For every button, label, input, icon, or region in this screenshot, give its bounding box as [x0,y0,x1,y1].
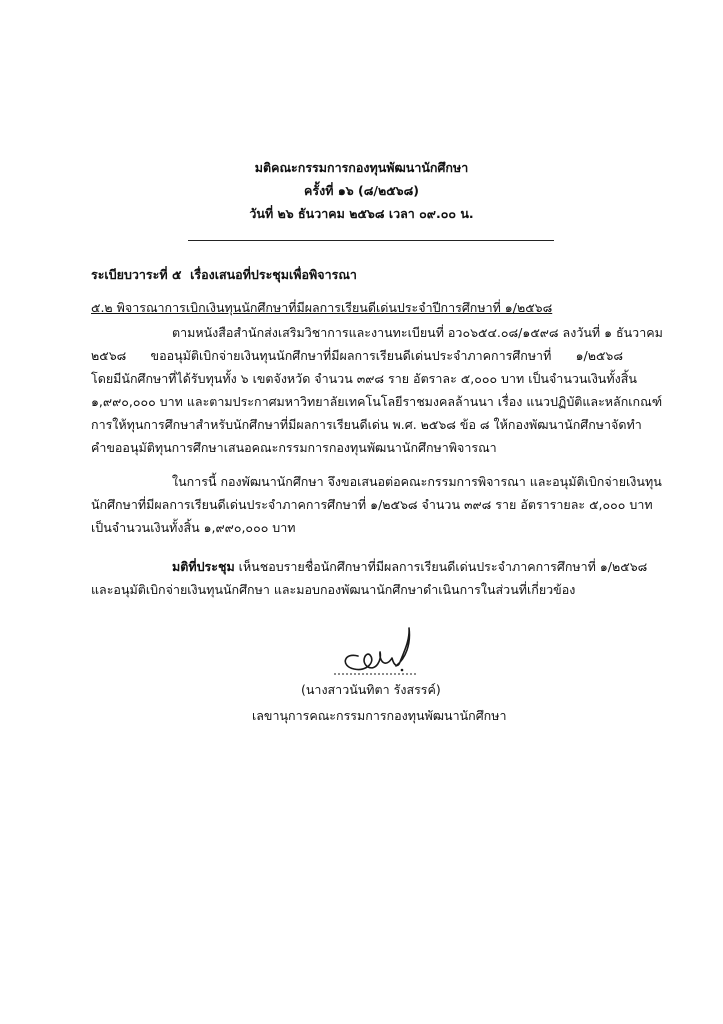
item-heading: ๕.๒ พิจารณาการเบิกเงินทุนนักศึกษาที่มีผลการเรียนดีเด่นประจำปีการศึกษาที่ ๑/๒๕๖๘ [91,300,553,315]
para1-line: ๑,๙๙๐,๐๐๐ บาท และตามประกาศมหาวิทยาลัยเทคโนโลยีราชมงคลล้านนา เรื่อง แนวปฏิบัติและหลักเกณฑ์ [91,394,663,409]
para1-line: การให้ทุนการศึกษาสำหรับนักศึกษาที่มีผลการเรียนดีเด่น พ.ศ. ๒๕๖๘ ข้อ ๘ ให้กองพัฒนานักศึกษาจัดทำ [91,417,642,432]
meeting-date-time: วันที่ ๒๖ ธันวาคม ๒๕๖๘ เวลา ๐๙.๐๐ น. [249,206,474,221]
resolution-line: และอนุมัติเบิกจ่ายเงินทุนนักศึกษา และมอบกองพัฒนานักศึกษาดำเนินการในส่วนที่เกี่ยวข้อง [91,582,576,597]
header-divider [188,240,554,241]
signer-position: เลขานุการคณะกรรมการกองทุนพัฒนานักศึกษา [252,708,507,723]
resolution-label: มติที่ประชุม [172,559,235,574]
signer-name: (นางสาวนันทิตา รังสรรค์) [301,682,441,697]
agenda-heading [91,267,357,283]
resolution-text: เห็นชอบรายชื่อนักศึกษาที่มีผลการเรียนดีเด่นประจำภาคการศึกษาที่ ๑/๒๕๖๘ [238,559,648,574]
para1-line: คำขออนุมัติทุนการศึกษาเสนอคณะกรรมการกองทุนพัฒนานักศึกษาพิจารณา [91,440,497,455]
handwritten-signature [330,622,420,680]
para1-line: ๒๕๖๘ ขออนุมัติเบิกจ่ายเงินทุนนักศึกษาที่มีผลการเรียนดีเด่นประจำภาคการศึกษาที่ ๑/๒๕๖๘ [91,348,623,363]
agenda-title: เรื่องเสนอที่ประชุมเพื่อพิจารณา [190,267,357,282]
resolution-line [172,559,648,575]
document-title: มติคณะกรรมการกองทุนพัฒนานักศึกษา [254,160,469,175]
para2-line: นักศึกษาที่มีผลการเรียนดีเด่นประจำภาคการศึกษาที่ ๑/๒๕๖๘ จำนวน ๓๙๘ ราย อัตรารายละ ๕,๐๐๐ บาท [91,497,653,512]
para1-line: ตามหนังสือสำนักส่งเสริมวิชาการและงานทะเบียนที่ อว๐๖๕๔.๐๘/๑๕๙๘ ลงวันที่ ๑ ธันวาคม [172,325,663,340]
para2-line: ในการนี้ กองพัฒนานักศึกษา จึงขอเสนอต่อคณะกรรมการพิจารณา และอนุมัติเบิกจ่ายเงินทุน [172,474,662,489]
para2-line: เป็นจำนวนเงินทั้งสิ้น ๑,๙๙๐,๐๐๐ บาท [91,520,296,535]
agenda-label: ระเบียบวาระที่ ๕ [91,267,182,282]
para1-line: โดยมีนักศึกษาที่ได้รับทุนทั้ง ๖ เขตจังหวัด จำนวน ๓๙๘ ราย อัตราละ ๕,๐๐๐ บาท เป็นจำนวนเงินทั้งสิ้น [91,371,637,386]
meeting-number: ครั้งที่ ๑๖ (๘/๒๕๖๘) [304,183,419,198]
